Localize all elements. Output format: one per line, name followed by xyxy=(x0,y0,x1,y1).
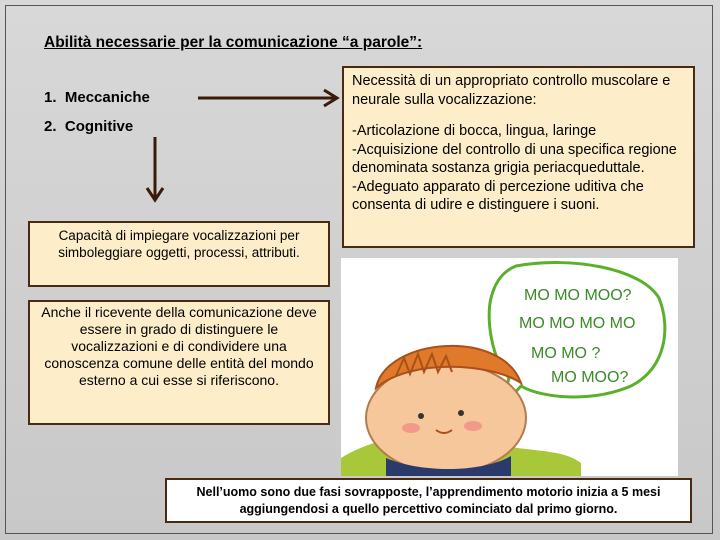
ricevente-box xyxy=(28,300,330,425)
list-label: Cognitive xyxy=(64,118,134,135)
bubble-line: MO MO ? xyxy=(531,345,601,362)
list-number: 2. xyxy=(44,118,57,135)
ricevente-text: Anche il ricevente della comunicazione deve essere in grado di distinguere le vocalizzazioni e di condividere una conoscenza comune delle entità del mondo esterno a cui esse si riferiscono. xyxy=(41,304,317,388)
page-title: Abilità necessarie per la comunicazione “a parole”: xyxy=(44,34,423,51)
bubble-line: MO MOO? xyxy=(551,369,629,386)
bubble-line: MO MO MOO? xyxy=(524,287,632,304)
vocalization-box xyxy=(342,66,695,248)
bubble-line: MO MO MO MO xyxy=(519,315,636,332)
down-arrow-icon xyxy=(145,137,165,207)
list-number: 1. xyxy=(44,89,57,106)
capacita-box xyxy=(28,221,330,287)
speech-bubble-icon xyxy=(489,263,665,408)
baby-illustration xyxy=(341,258,678,476)
vocalization-item: -Articolazione di bocca, lingua, laringe xyxy=(352,123,597,139)
list-item-cognitive xyxy=(44,118,133,135)
vocalization-intro: Necessità di un appropriato controllo muscolare e neurale sulla vocalizzazione: xyxy=(352,73,671,108)
footer-text: Nell’uomo sono due fasi sovrapposte, l’apprendimento motorio inizia a 5 mesi aggiungendosi a quello percettivo cominciato dal primo giorno. xyxy=(196,485,661,516)
right-arrow-icon xyxy=(198,88,348,108)
footer-note xyxy=(165,478,692,523)
vocalization-item: -Acquisizione del controllo di una specifica regione denominata sostanza grigia periacqueduttale. xyxy=(352,141,677,176)
list-item-meccaniche xyxy=(44,89,150,106)
vocalization-item: -Adeguato apparato di percezione uditiva che consenta di udire e distinguere i suoni. xyxy=(352,178,644,213)
capacita-text: Capacità di impiegare vocalizzazioni per simboleggiare oggetti, processi, attributi. xyxy=(58,228,300,260)
list-label: Meccaniche xyxy=(64,89,150,106)
